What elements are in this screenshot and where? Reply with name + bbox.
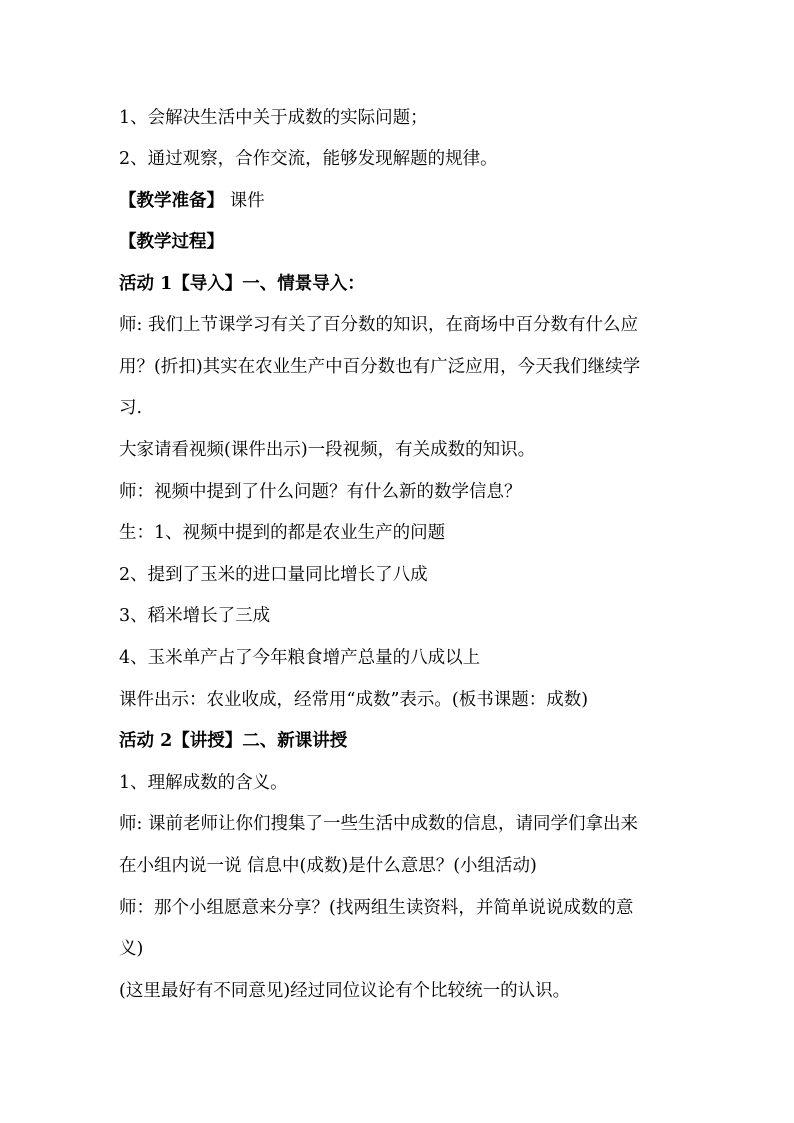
- paragraph-line: 师：视频中提到了什么问题？有什么新的数学信息？: [119, 482, 522, 502]
- objective-2: 2、通过观察，合作交流，能够发现解题的规律。: [119, 149, 498, 169]
- paragraph-line: 课件出示：农业收成，经常用“成数”表示。(板书课题：成数): [119, 690, 589, 710]
- paragraph-line: 2、提到了玉米的进口量同比增长了八成: [119, 565, 428, 585]
- paragraph-line: 师: 课前老师让你们搜集了一些生活中成数的信息，请同学们拿出来: [119, 814, 638, 834]
- activity-1-heading: 活动 1【导入】一、情景导入：: [119, 274, 365, 294]
- paragraph-line: 大家请看视频(课件出示)一段视频，有关成数的知识。: [119, 440, 536, 460]
- paragraph-line: 习.: [119, 398, 143, 418]
- activity-2-heading: 活动 2【讲授】二、新课讲授: [119, 731, 348, 751]
- paragraph-line: 在小组内说一说 信息中(成数)是什么意思？(小组活动): [119, 856, 537, 876]
- paragraph-line: 1、理解成数的含义。: [119, 773, 288, 793]
- paragraph-line: 师：那个小组愿意来分享？(找两组生读资料，并简单说说成数的意: [119, 898, 634, 918]
- paragraph-line: 用？(折扣)其实在农业生产中百分数也有广泛应用，今天我们继续学: [119, 357, 641, 377]
- paragraph-line: 3、稻米增长了三成: [119, 606, 271, 626]
- paragraph-line: (这里最好有不同意见)经过同位议论有个比较统一的认识。: [119, 981, 571, 1001]
- paragraph-line: 生：1、视频中提到的都是农业生产的问题: [119, 523, 446, 543]
- teaching-preparation: [119, 189, 265, 213]
- paragraph-line: 义): [119, 939, 144, 959]
- objective-1: 1、会解决生活中关于成数的实际问题；: [119, 108, 428, 128]
- teaching-preparation-heading: 【教学准备】: [119, 191, 224, 211]
- paragraph-line: 师: 我们上节课学习有关了百分数的知识，在商场中百分数有什么应: [119, 315, 638, 335]
- teaching-preparation-content: 课件: [224, 191, 265, 211]
- teaching-process-heading: 【教学过程】: [119, 232, 224, 252]
- paragraph-line: 4、玉米单产占了今年粮食增产总量的八成以上: [119, 648, 481, 668]
